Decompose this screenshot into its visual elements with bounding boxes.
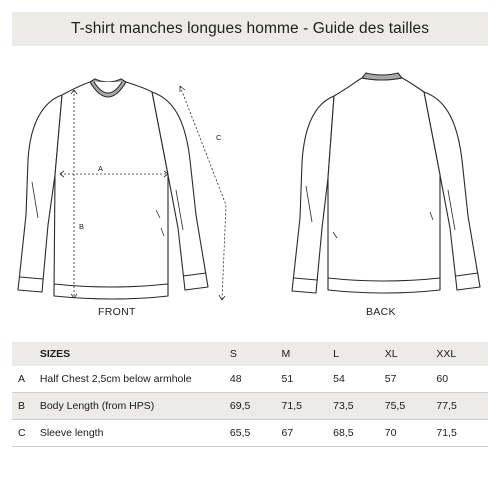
garment-illustrations	[0, 52, 500, 322]
measure-letter-a: A	[98, 164, 104, 173]
header-size-s: S	[230, 342, 282, 366]
value-cell: 54	[333, 366, 385, 393]
row-code: C	[12, 420, 40, 447]
row-label: Half Chest 2,5cm below armhole	[40, 366, 230, 393]
table-row-sleeve-length	[12, 420, 488, 447]
value-cell: 70	[385, 420, 437, 447]
value-cell: 57	[385, 366, 437, 393]
row-code: A	[12, 366, 40, 393]
value-cell: 51	[282, 366, 334, 393]
header-code-cell	[12, 342, 40, 366]
header-size-xxl: XXL	[436, 342, 488, 366]
title-banner	[12, 12, 488, 46]
row-label: Sleeve length	[40, 420, 230, 447]
table-row-half-chest	[12, 366, 488, 393]
size-chart-table	[12, 342, 488, 447]
value-cell: 48	[230, 366, 282, 393]
back-view-label: BACK	[366, 306, 396, 318]
header-size-xl: XL	[385, 342, 437, 366]
header-size-l: L	[333, 342, 385, 366]
measure-letter-c: C	[216, 133, 222, 142]
value-cell: 69,5	[230, 393, 282, 420]
header-size-m: M	[282, 342, 334, 366]
value-cell: 67	[282, 420, 334, 447]
back-collar	[362, 73, 402, 80]
value-cell: 73,5	[333, 393, 385, 420]
front-shirt-illustration	[18, 79, 208, 299]
value-cell: 68,5	[333, 420, 385, 447]
front-body	[54, 82, 168, 299]
back-shirt-illustration	[292, 73, 480, 293]
value-cell: 77,5	[436, 393, 488, 420]
page-title: T-shirt manches longues homme - Guide des tailles	[70, 20, 430, 37]
row-label: Body Length (from HPS)	[40, 393, 230, 420]
value-cell: 71,5	[436, 420, 488, 447]
value-cell: 60	[436, 366, 488, 393]
measure-letter-b: B	[79, 222, 85, 231]
value-cell: 71,5	[282, 393, 334, 420]
header-sizes-label: SIZES	[40, 342, 230, 366]
row-code: B	[12, 393, 40, 420]
table-row-body-length	[12, 393, 488, 420]
back-body	[328, 78, 440, 293]
front-view-label: FRONT	[98, 306, 136, 318]
value-cell: 75,5	[385, 393, 437, 420]
value-cell: 65,5	[230, 420, 282, 447]
table-header-row	[12, 342, 488, 366]
